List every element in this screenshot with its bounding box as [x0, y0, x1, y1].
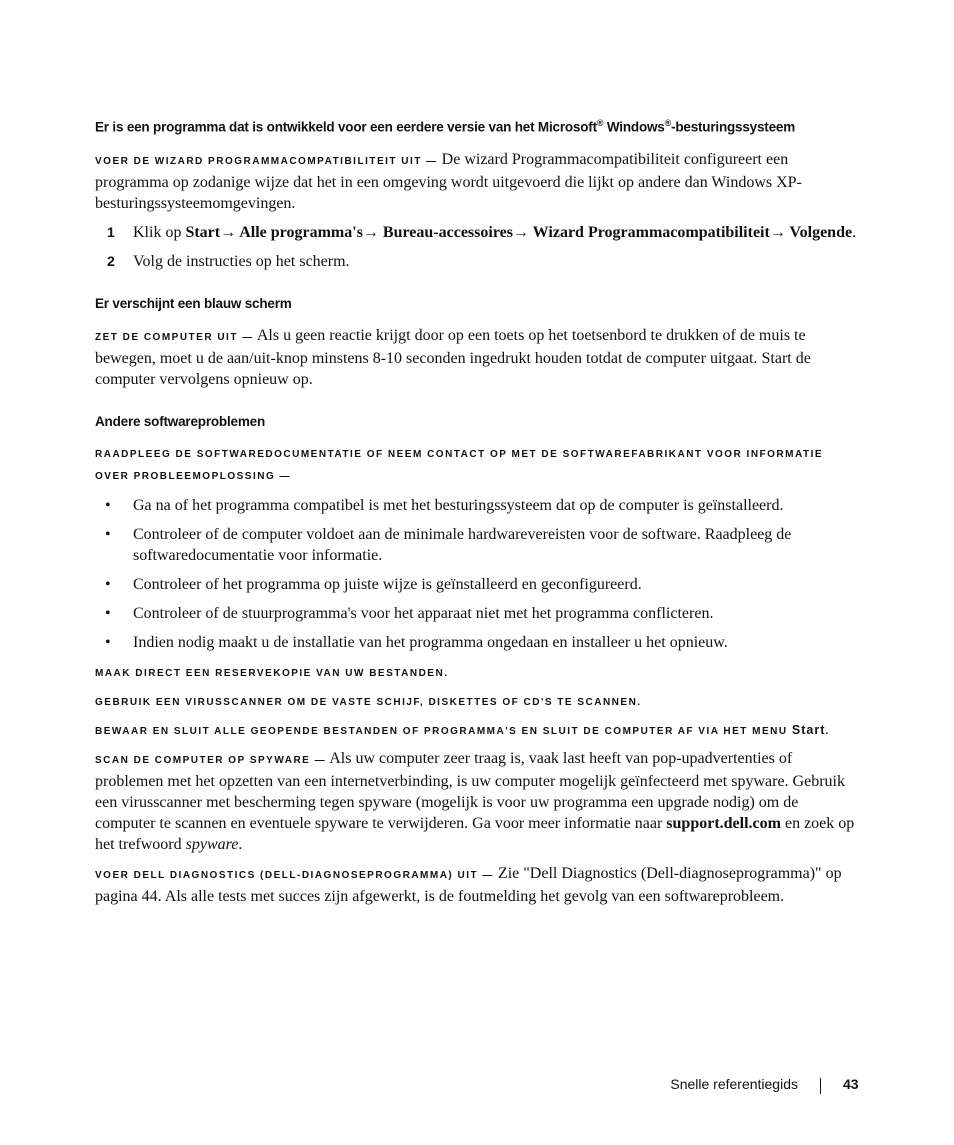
step-number: 2 [107, 252, 115, 269]
compat-paragraph: VOER DE WIZARD PROGRAMMACOMPATIBILITEIT UIT — De wizard Programmacompatibiliteit configureert een programma op zodanige wijze dat het in een omgeving wordt uitgevoerd die lijkt op andere dan Windows XP-besturingssysteemomgevingen. [95, 150, 802, 212]
blue-screen-lead: ZET DE COMPUTER UIT — [95, 331, 254, 343]
page-number: 43 [843, 1076, 859, 1092]
software-checklist [95, 495, 860, 653]
section-heading-other: Andere softwareproblemen [95, 413, 265, 429]
close-files-lead: BEWAAR EN SLUIT ALLE GEOPENDE BESTANDEN OF PROGRAMMA'S EN SLUIT DE COMPUTER AF VIA HET MENU Start. [95, 722, 830, 737]
section-heading-compat: Er is een programma dat is ontwikkeld voor een eerdere versie van het Microsoft® Windows®-besturingssysteem [95, 118, 795, 135]
list-item: • Controleer of de computer voldoet aan de minimale hardwarevereisten voor de software. Raadpleeg de softwaredocumentatie voor informatie. [95, 524, 860, 566]
keyword: spyware [185, 835, 239, 853]
list-item: • Ga na of het programma compatibel is met het besturingssysteem dat op de computer is geïnstalleerd. [95, 495, 860, 516]
bullet-icon: • [105, 604, 111, 622]
consult-docs-lead: RAADPLEEG DE SOFTWAREDOCUMENTATIE OF NEEM CONTACT OP MET DE SOFTWAREFABRIKANT VOOR INFORMATIE OVER PROBLEEMOPLOSSING — [95, 448, 824, 482]
spyware-paragraph: SCAN DE COMPUTER OP SPYWARE — Als uw computer zeer traag is, vaak last heeft van pop-upadvertenties of problemen met het opzetten van een internetverbinding, is uw computer mogelijk geïnfecteerd met spyware. Gebruik een virusscanner met bescherming tegen spyware (mogelijk is voor uw programma een upgrade nodig) om de computer te scannen en eventuele spyware te verwijderen. Ga voor meer informatie naar support.dell.com en zoek op het trefwoord spyware. [95, 749, 855, 853]
virus-scan-lead: GEBRUIK EEN VIRUSSCANNER OM DE VASTE SCHIJF, DISKETTES OF CD'S TE SCANNEN. [95, 696, 642, 708]
compat-lead: VOER DE WIZARD PROGRAMMACOMPATIBILITEIT UIT — [95, 155, 438, 167]
diagnostics-lead: VOER DELL DIAGNOSTICS (DELL-DIAGNOSEPROGRAMMA) UIT — [95, 869, 494, 881]
backup-lead: MAAK DIRECT EEN RESERVEKOPIE VAN UW BESTANDEN. [95, 667, 449, 679]
support-link[interactable]: support.dell.com [666, 814, 781, 832]
step-item: 2 Volg de instructies op het scherm. [95, 251, 860, 272]
step-number: 1 [107, 223, 115, 240]
list-item: • Controleer of de stuurprogramma's voor het apparaat niet met het programma conflicteren. [95, 603, 860, 624]
bullet-icon: • [105, 575, 111, 593]
diagnostics-paragraph: VOER DELL DIAGNOSTICS (DELL-DIAGNOSEPROGRAMMA) UIT — Zie "Dell Diagnostics (Dell-diagnoseprogramma)" op pagina 44. Als alle tests met succes zijn afgewerkt, is de foutmelding het gevolg van een softwareprobleem. [95, 864, 842, 905]
section-heading-blue-screen: Er verschijnt een blauw scherm [95, 295, 292, 311]
compat-steps [95, 222, 860, 272]
footer-title: Snelle referentiegids [670, 1076, 798, 1092]
bullet-icon: • [105, 525, 111, 543]
bullet-icon: • [105, 633, 111, 651]
step-item: 1 Klik op Start→ Alle programma's→ Bureau-accessoires→ Wizard Programmacompatibiliteit→ Volgende. [95, 222, 860, 243]
blue-screen-paragraph: ZET DE COMPUTER UIT — Als u geen reactie krijgt door op een toets op het toetsenbord te drukken of de muis te bewegen, moet u de aan/uit-knop minstens 8-10 seconden ingedrukt houden totdat de computer uitgaat. Start de computer vervolgens opnieuw op. [95, 326, 811, 388]
footer-divider [820, 1078, 821, 1094]
document-page [95, 118, 860, 907]
spyware-lead: SCAN DE COMPUTER OP SPYWARE — [95, 754, 327, 766]
list-item: • Controleer of het programma op juiste wijze is geïnstalleerd en geconfigureerd. [95, 574, 860, 595]
menu-path: Start→ Alle programma's→ Bureau-accessoires→ Wizard Programmacompatibiliteit→ Volgende [185, 223, 853, 241]
bullet-icon: • [105, 496, 111, 514]
list-item: • Indien nodig maakt u de installatie van het programma ongedaan en installeer u het opnieuw. [95, 632, 860, 653]
start-menu-label: Start [791, 722, 826, 737]
